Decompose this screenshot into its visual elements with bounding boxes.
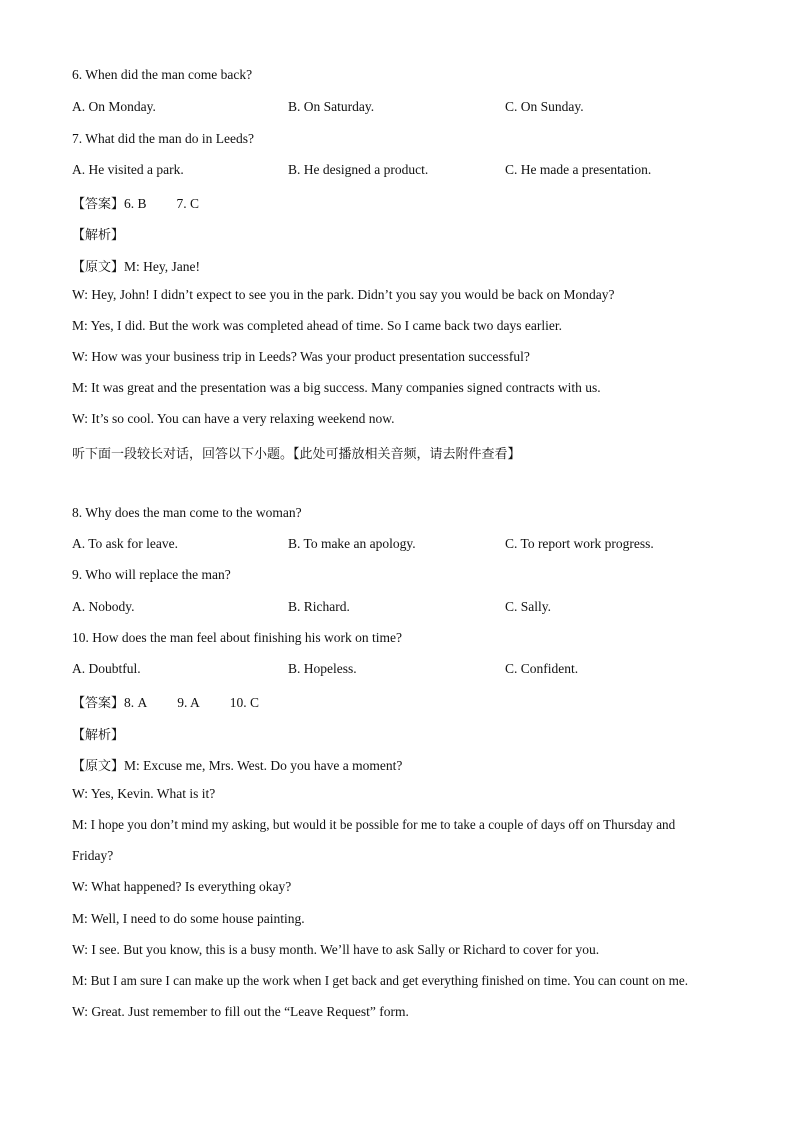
transcript-label: 【原文】 [72,260,125,275]
transcript-line: M: Excuse me, Mrs. West. Do you have a moment? [124,758,403,773]
answer-block-1 [72,193,199,212]
question-8: 8. Why does the man come to the woman? [72,505,302,520]
transcript-line: M: Well, I need to do some house painting. [72,911,305,926]
transcript-line: W: Yes, Kevin. What is it? [72,786,216,801]
transcript-line: M: Hey, Jane! [124,259,200,274]
q6-option-b: B. On Saturday. [288,99,375,114]
q9-option-c: C. Sally. [505,599,552,614]
transcript-line: Friday? [72,848,114,863]
question-9: 9. Who will replace the man? [72,567,231,582]
answer-item: 10. C [229,695,260,710]
transcript-line: W: How was your business trip in Leeds? Was your product presentation successful? [72,349,530,364]
q7-option-b: B. He designed a product. [288,162,429,177]
answer-label: 【答案】 [72,197,125,212]
answer-item: 8. A [124,695,148,710]
answer-item: 9. A [177,695,200,710]
q7-option-c: C. He made a presentation. [505,162,652,177]
transcript-line: W: I see. But you know, this is a busy month. We’ll have to ask Sally or Richard to cover for you. [72,942,600,957]
q10-option-c: C. Confident. [505,661,579,676]
transcript-line: M: I hope you don’t mind my asking, but would it be possible for me to take a couple of days off on Thursday and [72,817,676,832]
q9-option-a: A. Nobody. [72,599,135,614]
question-6: 6. When did the man come back? [72,67,253,82]
q7-option-a: A. He visited a park. [72,162,184,177]
answer-item: 6. B [124,196,147,211]
transcript-label: 【原文】 [72,759,125,774]
transcript-1-first [72,256,200,275]
q9-option-b: B. Richard. [288,599,350,614]
transcript-line: M: It was great and the presentation was a big success. Many companies signed contracts with us. [72,380,601,395]
question-10: 10. How does the man feel about finishing his work on time? [72,630,402,645]
transcript-line: W: Hey, John! I didn’t expect to see you in the park. Didn’t you say you would be back on Monday? [72,287,615,302]
analysis-label-1: 【解析】 [72,228,125,243]
transcript-line: W: What happened? Is everything okay? [72,879,292,894]
question-7: 7. What did the man do in Leeds? [72,131,254,146]
answer-label: 【答案】 [72,696,125,711]
transcript-line: M: Yes, I did. But the work was completed ahead of time. So I came back two days earlier. [72,318,563,333]
section-instruction: 听下面一段较长对话，回答以下小题。【此处可播放相关音频，请去附件查看】 [72,447,521,462]
transcript-2-first [72,755,402,774]
q10-option-a: A. Doubtful. [72,661,141,676]
q8-option-b: B. To make an apology. [288,536,416,551]
q6-option-c: C. On Sunday. [505,99,584,114]
q6-option-a: A. On Monday. [72,99,156,114]
transcript-line: M: But I am sure I can make up the work when I get back and get everything finished on time. You can count on me. [72,973,688,988]
transcript-line: W: It’s so cool. You can have a very relaxing weekend now. [72,411,395,426]
q8-option-c: C. To report work progress. [505,536,654,551]
analysis-label-2: 【解析】 [72,728,125,743]
q10-option-b: B. Hopeless. [288,661,357,676]
answer-block-2 [72,692,259,711]
answer-item: 7. C [176,196,200,211]
transcript-line: W: Great. Just remember to fill out the “Leave Request” form. [72,1004,409,1019]
q8-option-a: A. To ask for leave. [72,536,179,551]
